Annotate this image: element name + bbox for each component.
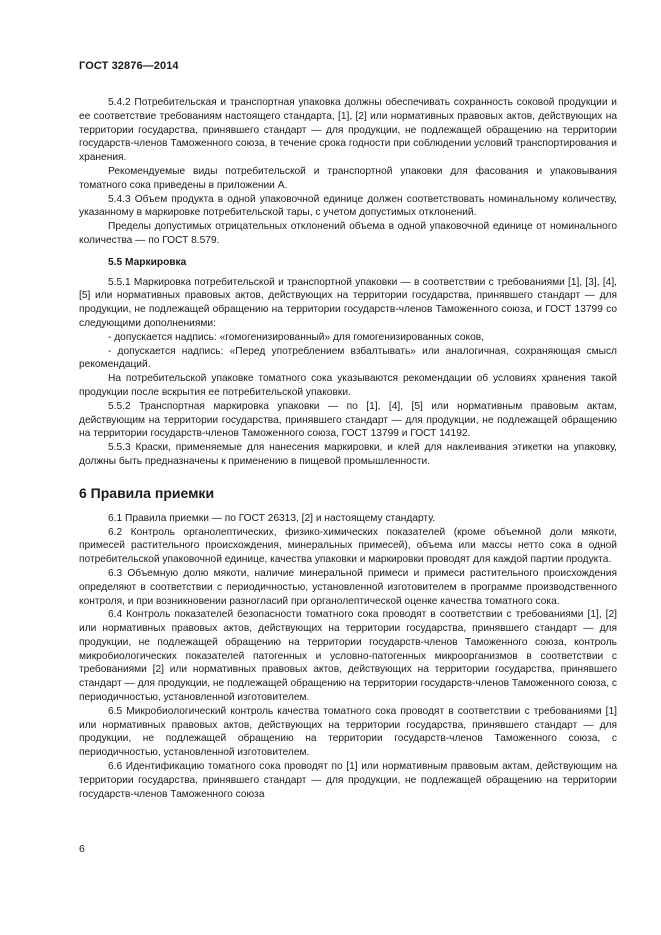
paragraph-6-2: 6.2 Контроль органолептических, физико-химических показателей (кроме объемной доли мякоти, примесей растительного происхождения, минеральных примесей), объема или массы нетто сока в одной потребительской упаковочной единице, качества упаковки и маркировки проводят для каждой партии продукта. bbox=[79, 526, 617, 566]
paragraph-5-5-2: 5.5.2 Транспортная маркировка упаковки — по [1], [4], [5] или нормативным правовым актам, действующим на территории государства, принявшего стандарт — для продукции, не подлежащей обращению на территории государств-членов Таможенного союза, ГОСТ 13799 и ГОСТ 14192. bbox=[79, 400, 617, 440]
paragraph-5-5-3: 5.5.3 Краски, применяемые для нанесения маркировки, и клей для наклеивания этикетки на упаковку, должны быть предназначены к применению в пищевой промышленности. bbox=[79, 442, 617, 467]
paragraph-6-1: 6.1 Правила приемки — по ГОСТ 26313, [2] и настоящему стандарту. bbox=[108, 512, 436, 524]
paragraph-5-5-1-storage: На потребительской упаковке томатного сока указываются рекомендации об условиях хранения такой продукции после вскрытия ее потребительской упаковки. bbox=[79, 373, 617, 398]
page-number: 6 bbox=[79, 843, 85, 855]
list-item-shake-before-use: - допускается надпись: «Перед употреблением взбалтывать» или аналогичная, сохраняющая смысл рекомендаций. bbox=[79, 345, 617, 371]
section-heading-6: 6 Правила приемки bbox=[79, 484, 215, 501]
document-body bbox=[79, 96, 617, 801]
document-header: ГОСТ 32876—2014 bbox=[79, 60, 179, 72]
list-item-homogenized: - допускается надпись: «гомогенизированный» для гомогенизированных соков, bbox=[108, 331, 485, 343]
paragraph-5-4-3: 5.4.3 Объем продукта в одной упаковочной единице должен соответствовать номинальному количеству, указанному в маркировке потребительской тары, с учетом допустимых отклонений. bbox=[79, 193, 617, 219]
paragraph-6-3: 6.3 Объемную долю мякоти, наличие минеральной примеси и примеси растительного происхождения определяют в соответствии с периодичностью, установленной изготовителем в программе производственного контроля, и при возникновении разногласий при органолептической оценке качества томатного сока. bbox=[79, 567, 617, 607]
paragraph-5-5-1: 5.5.1 Маркировка потребительской и транспортной упаковки — в соответствии с требованиями [1], [3], [4], [5] или нормативных правовых актов, действующих на территории государства, принявшего стандарт — для продукции, не подлежащей обращению на территории государств-членов Таможенного союза, и ГОСТ 13799 со следующими дополнениями: bbox=[79, 276, 617, 329]
paragraph-5-4-2-packaging-types: Рекомендуемые виды потребительской и транспортной упаковки для фасования и упаковывания томатного сока приведены в приложении А. bbox=[79, 165, 617, 191]
paragraph-6-5: 6.5 Микробиологический контроль качества томатного сока проводят в соответствии с требованиями [1] или нормативных правовых актов, действующих на территории государства, принявшего стандарт — для продукции, не подлежащей обращению на территории государств-членов Таможенного союза, с периодичностью, установленной изготовителем. bbox=[79, 705, 617, 759]
subsection-heading-5-5: 5.5 Маркировка bbox=[108, 256, 187, 268]
paragraph-6-6: 6.6 Идентификацию томатного сока проводят по [1] или нормативным правовым актам, действующим на территории государства, принявшего стандарт — для продукции, не подлежащей обращению на территории государств-членов Таможенного союза bbox=[79, 761, 617, 800]
paragraph-6-4: 6.4 Контроль показателей безопасности томатного сока проводят в соответствии с требованиями [1], [2] или нормативных правовых актов, действующих на территории государства, принявшего стандарт — для продукции, не подлежащей обращению на территории государств-членов Таможенного союза, контроль микробиологических показателей патогенных и условно-патогенных микроорганизмов в соответствии с требованиями [2] или нормативных правовых актов, действующих на территории государства, принявшего стандарт — для продукции, не подлежащей обращению на территории государств-членов Таможенного союза, с периодичностью, установленной изготовителем. bbox=[79, 609, 617, 704]
paragraph-5-4-2: 5.4.2 Потребительская и транспортная упаковка должны обеспечивать сохранность соковой продукции и ее соответствие требованиям настоящего стандарта, [1], [2] или нормативных правовых актов, действующих на территории государства, принявшего стандарт — для продукции, не подлежащей обращению на территории государств-членов Таможенного союза, в течение срока годности при соблюдении условий транспортирования и хранения. bbox=[79, 97, 617, 164]
paragraph-5-4-3-deviations: Пределы допустимых отрицательных отклонений объема в одной упаковочной единице от номинального количества — по ГОСТ 8.579. bbox=[79, 221, 617, 246]
